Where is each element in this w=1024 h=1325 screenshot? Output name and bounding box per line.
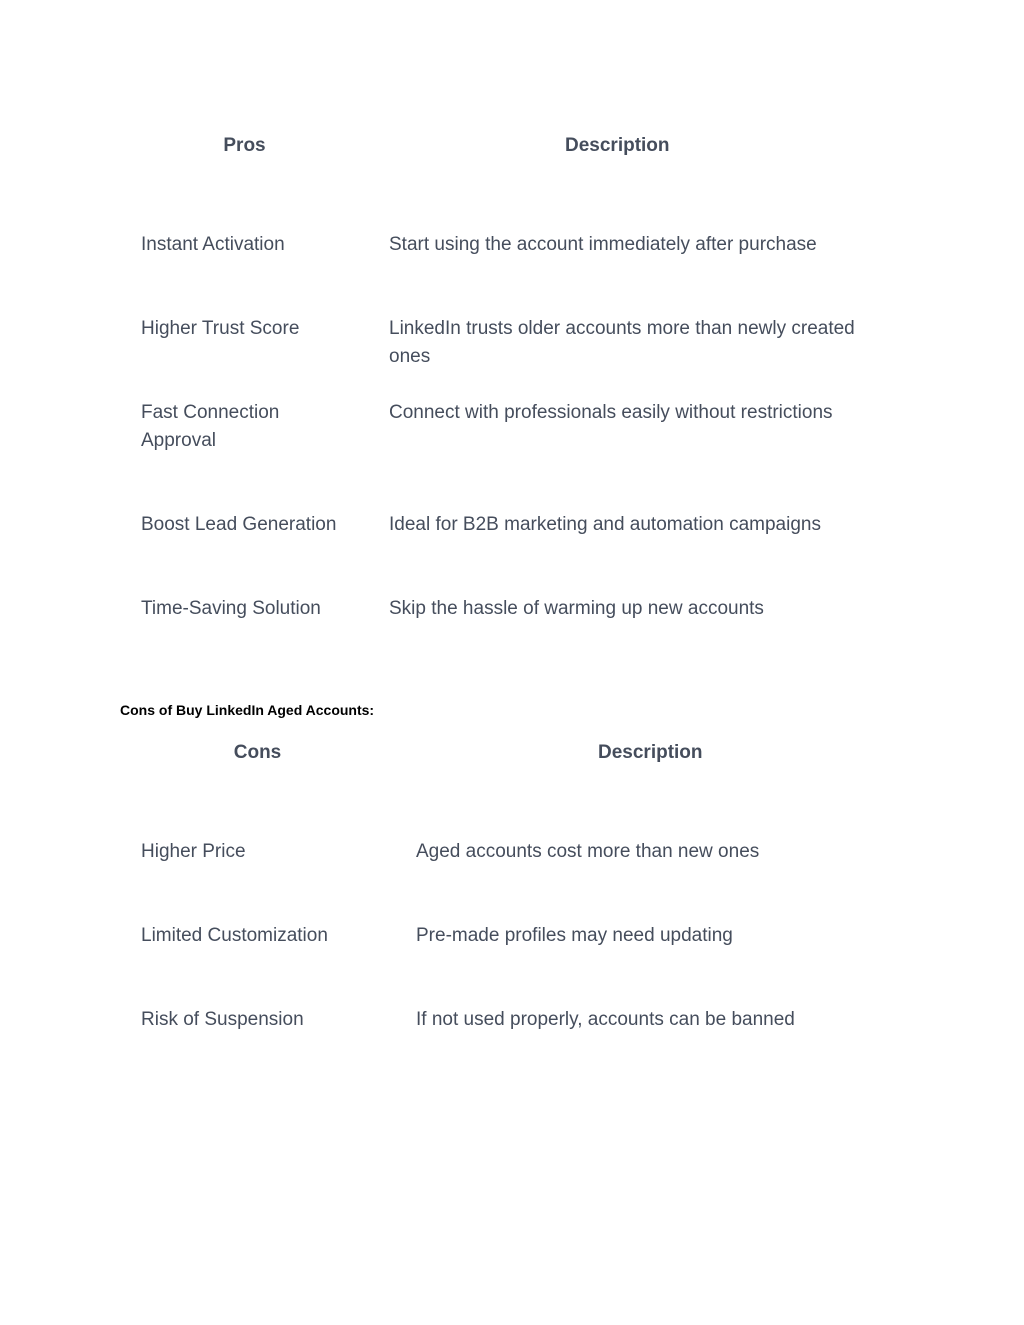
cons-cell: Limited Customization (141, 925, 328, 946)
cons-cell: Risk of Suspension (141, 1009, 304, 1030)
pros-column-header: Pros (223, 135, 266, 156)
description-cell: Aged accounts cost more than new ones (416, 841, 760, 862)
table-row (120, 161, 900, 315)
description-cell: Connect with professionals easily without restrictions (389, 402, 833, 423)
description-cell: Ideal for B2B marketing and automation campaigns (389, 514, 821, 535)
description-cell: Start using the account immediately after purchase (389, 234, 817, 255)
table-row (120, 922, 900, 1006)
pros-cell: Higher Trust Score (141, 318, 300, 339)
cons-column-header: Cons (233, 742, 282, 763)
description-cell: LinkedIn trusts older accounts more than newly created ones (389, 318, 855, 367)
pros-table (120, 131, 900, 623)
pros-cell: Time-Saving Solution (141, 598, 321, 619)
table-row (120, 315, 900, 399)
cons-cell: Higher Price (141, 841, 246, 862)
description-cell: If not used properly, accounts can be banned (416, 1009, 795, 1030)
table-row (120, 595, 900, 623)
pros-cell: Fast Connection Approval (141, 402, 280, 451)
cons-table (120, 738, 900, 1034)
pros-header-row (120, 131, 900, 161)
table-row (120, 399, 900, 511)
pros-description-column-header: Description (565, 135, 670, 156)
table-row (120, 768, 900, 922)
description-cell: Skip the hassle of warming up new accounts (389, 598, 764, 619)
pros-cell: Instant Activation (141, 234, 285, 255)
pros-cell: Boost Lead Generation (141, 514, 337, 535)
cons-description-column-header: Description (598, 742, 703, 763)
cons-section-heading: Cons of Buy LinkedIn Aged Accounts: (120, 702, 375, 718)
table-row (120, 1006, 900, 1034)
table-row (120, 511, 900, 595)
description-cell: Pre-made profiles may need updating (416, 925, 733, 946)
cons-header-row (120, 738, 900, 768)
